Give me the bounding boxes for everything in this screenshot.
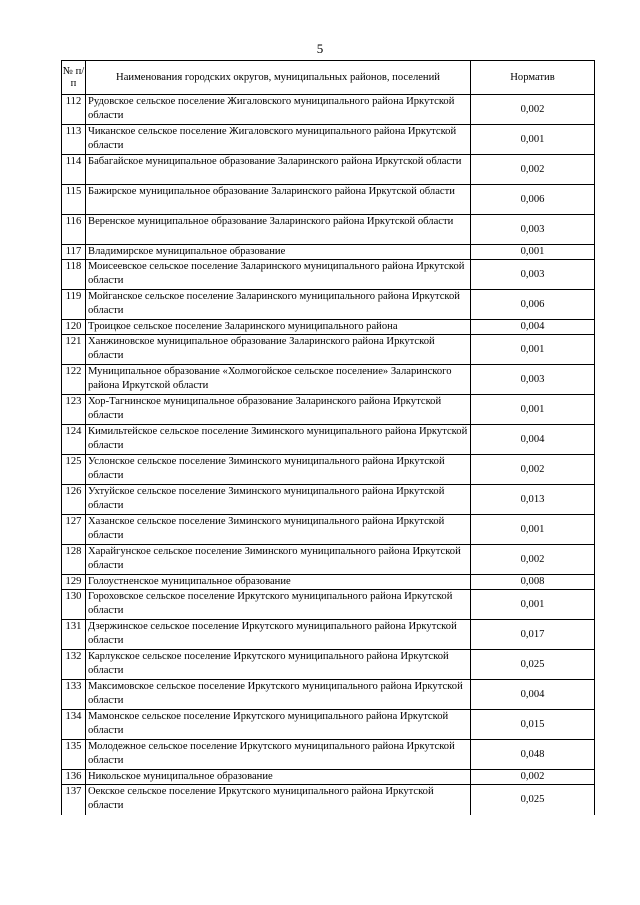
table-row (62, 620, 595, 650)
row-name: Никольское муниципальное образование (86, 770, 471, 785)
row-number: 123 (62, 395, 86, 425)
row-value: 0,001 (471, 245, 595, 260)
row-number: 137 (62, 785, 86, 815)
row-name: Дзержинское сельское поселение Иркутского муниципального района Иркутской области (86, 620, 471, 650)
row-name: Владимирское муниципальное образование (86, 245, 471, 260)
table-row (62, 215, 595, 245)
header-value: Норматив (471, 61, 595, 95)
row-number: 117 (62, 245, 86, 260)
row-number: 132 (62, 650, 86, 680)
table-row (62, 425, 595, 455)
row-name: Молодежное сельское поселение Иркутского муниципального района Иркутской области (86, 740, 471, 770)
row-number: 128 (62, 545, 86, 575)
row-value: 0,001 (471, 515, 595, 545)
row-name: Чиканское сельское поселение Жигаловского муниципального района Иркутской области (86, 125, 471, 155)
table-row (62, 485, 595, 515)
table-row (62, 710, 595, 740)
row-name: Карлукское сельское поселение Иркутского муниципального района Иркутской области (86, 650, 471, 680)
table-row (62, 185, 595, 215)
row-number: 121 (62, 335, 86, 365)
row-number: 112 (62, 95, 86, 125)
row-value: 0,017 (471, 620, 595, 650)
row-number: 127 (62, 515, 86, 545)
row-number: 116 (62, 215, 86, 245)
row-value: 0,013 (471, 485, 595, 515)
row-name: Гороховское сельское поселение Иркутского муниципального района Иркутской области (86, 590, 471, 620)
row-number: 135 (62, 740, 86, 770)
table-row (62, 155, 595, 185)
row-name: Троицкое сельское поселение Заларинского муниципального района (86, 320, 471, 335)
row-value: 0,025 (471, 785, 595, 815)
row-value: 0,025 (471, 650, 595, 680)
row-name: Моисеевское сельское поселение Заларинского муниципального района Иркутской области (86, 260, 471, 290)
row-name: Хор-Тагнинское муниципальное образование Заларинского района Иркутской области (86, 395, 471, 425)
row-value: 0,002 (471, 545, 595, 575)
table-row (62, 515, 595, 545)
table-row (62, 245, 595, 260)
row-name: Бабагайское муниципальное образование Заларинского района Иркутской области (86, 155, 471, 185)
row-number: 120 (62, 320, 86, 335)
row-value: 0,001 (471, 590, 595, 620)
header-name: Наименования городских округов, муниципальных районов, поселений (86, 61, 471, 95)
row-number: 122 (62, 365, 86, 395)
row-value: 0,001 (471, 395, 595, 425)
page-number: 5 (316, 41, 324, 56)
table-row (62, 650, 595, 680)
table-row (62, 455, 595, 485)
row-value: 0,002 (471, 155, 595, 185)
table-row (62, 785, 595, 815)
row-number: 124 (62, 425, 86, 455)
row-number: 126 (62, 485, 86, 515)
table-row (62, 320, 595, 335)
table-row (62, 335, 595, 365)
row-name: Голоустненское муниципальное образование (86, 575, 471, 590)
row-number: 113 (62, 125, 86, 155)
table-row (62, 740, 595, 770)
row-name: Ханжиновское муниципальное образование Заларинского района Иркутской области (86, 335, 471, 365)
row-name: Кимильтейское сельское поселение Зиминского муниципального района Иркутской области (86, 425, 471, 455)
row-value: 0,004 (471, 680, 595, 710)
row-name: Максимовское сельское поселение Иркутского муниципального района Иркутской области (86, 680, 471, 710)
row-value: 0,004 (471, 425, 595, 455)
row-name: Веренское муниципальное образование Заларинского района Иркутской области (86, 215, 471, 245)
row-number: 129 (62, 575, 86, 590)
row-name: Хазанское сельское поселение Зиминского муниципального района Иркутской области (86, 515, 471, 545)
table-row (62, 395, 595, 425)
row-value: 0,002 (471, 95, 595, 125)
row-name: Рудовское сельское поселение Жигаловского муниципального района Иркутской области (86, 95, 471, 125)
row-value: 0,001 (471, 125, 595, 155)
row-name: Оекское сельское поселение Иркутского муниципального района Иркутской области (86, 785, 471, 815)
table-row (62, 365, 595, 395)
norm-table (61, 60, 595, 815)
row-value: 0,008 (471, 575, 595, 590)
table-row (62, 545, 595, 575)
row-value: 0,003 (471, 215, 595, 245)
row-number: 114 (62, 155, 86, 185)
table-row (62, 95, 595, 125)
row-name: Ухтуйское сельское поселение Зиминского муниципального района Иркутской области (86, 485, 471, 515)
table-row (62, 770, 595, 785)
row-number: 134 (62, 710, 86, 740)
row-name: Харайгунское сельское поселение Зиминского муниципального района Иркутской области (86, 545, 471, 575)
row-number: 130 (62, 590, 86, 620)
row-value: 0,004 (471, 320, 595, 335)
row-name: Мамонское сельское поселение Иркутского муниципального района Иркутской области (86, 710, 471, 740)
row-value: 0,003 (471, 365, 595, 395)
table-row (62, 125, 595, 155)
table-row (62, 260, 595, 290)
row-name: Бажирское муниципальное образование Заларинского района Иркутской области (86, 185, 471, 215)
row-name: Муниципальное образование «Холмогойское сельское поселение» Заларинского района Иркутской области (86, 365, 471, 395)
table-row (62, 590, 595, 620)
row-number: 115 (62, 185, 86, 215)
table-row (62, 680, 595, 710)
row-value: 0,002 (471, 455, 595, 485)
row-number: 118 (62, 260, 86, 290)
row-value: 0,006 (471, 290, 595, 320)
row-number: 131 (62, 620, 86, 650)
row-value: 0,006 (471, 185, 595, 215)
row-name: Мойганское сельское поселение Заларинского муниципального района Иркутской области (86, 290, 471, 320)
row-value: 0,001 (471, 335, 595, 365)
header-number: № п/п (62, 61, 86, 95)
table-row (62, 575, 595, 590)
row-name: Услонское сельское поселение Зиминского муниципального района Иркутской области (86, 455, 471, 485)
row-value: 0,048 (471, 740, 595, 770)
row-number: 136 (62, 770, 86, 785)
row-value: 0,002 (471, 770, 595, 785)
table-header-row (62, 61, 595, 95)
row-number: 125 (62, 455, 86, 485)
row-value: 0,003 (471, 260, 595, 290)
row-number: 119 (62, 290, 86, 320)
row-number: 133 (62, 680, 86, 710)
row-value: 0,015 (471, 710, 595, 740)
table-row (62, 290, 595, 320)
